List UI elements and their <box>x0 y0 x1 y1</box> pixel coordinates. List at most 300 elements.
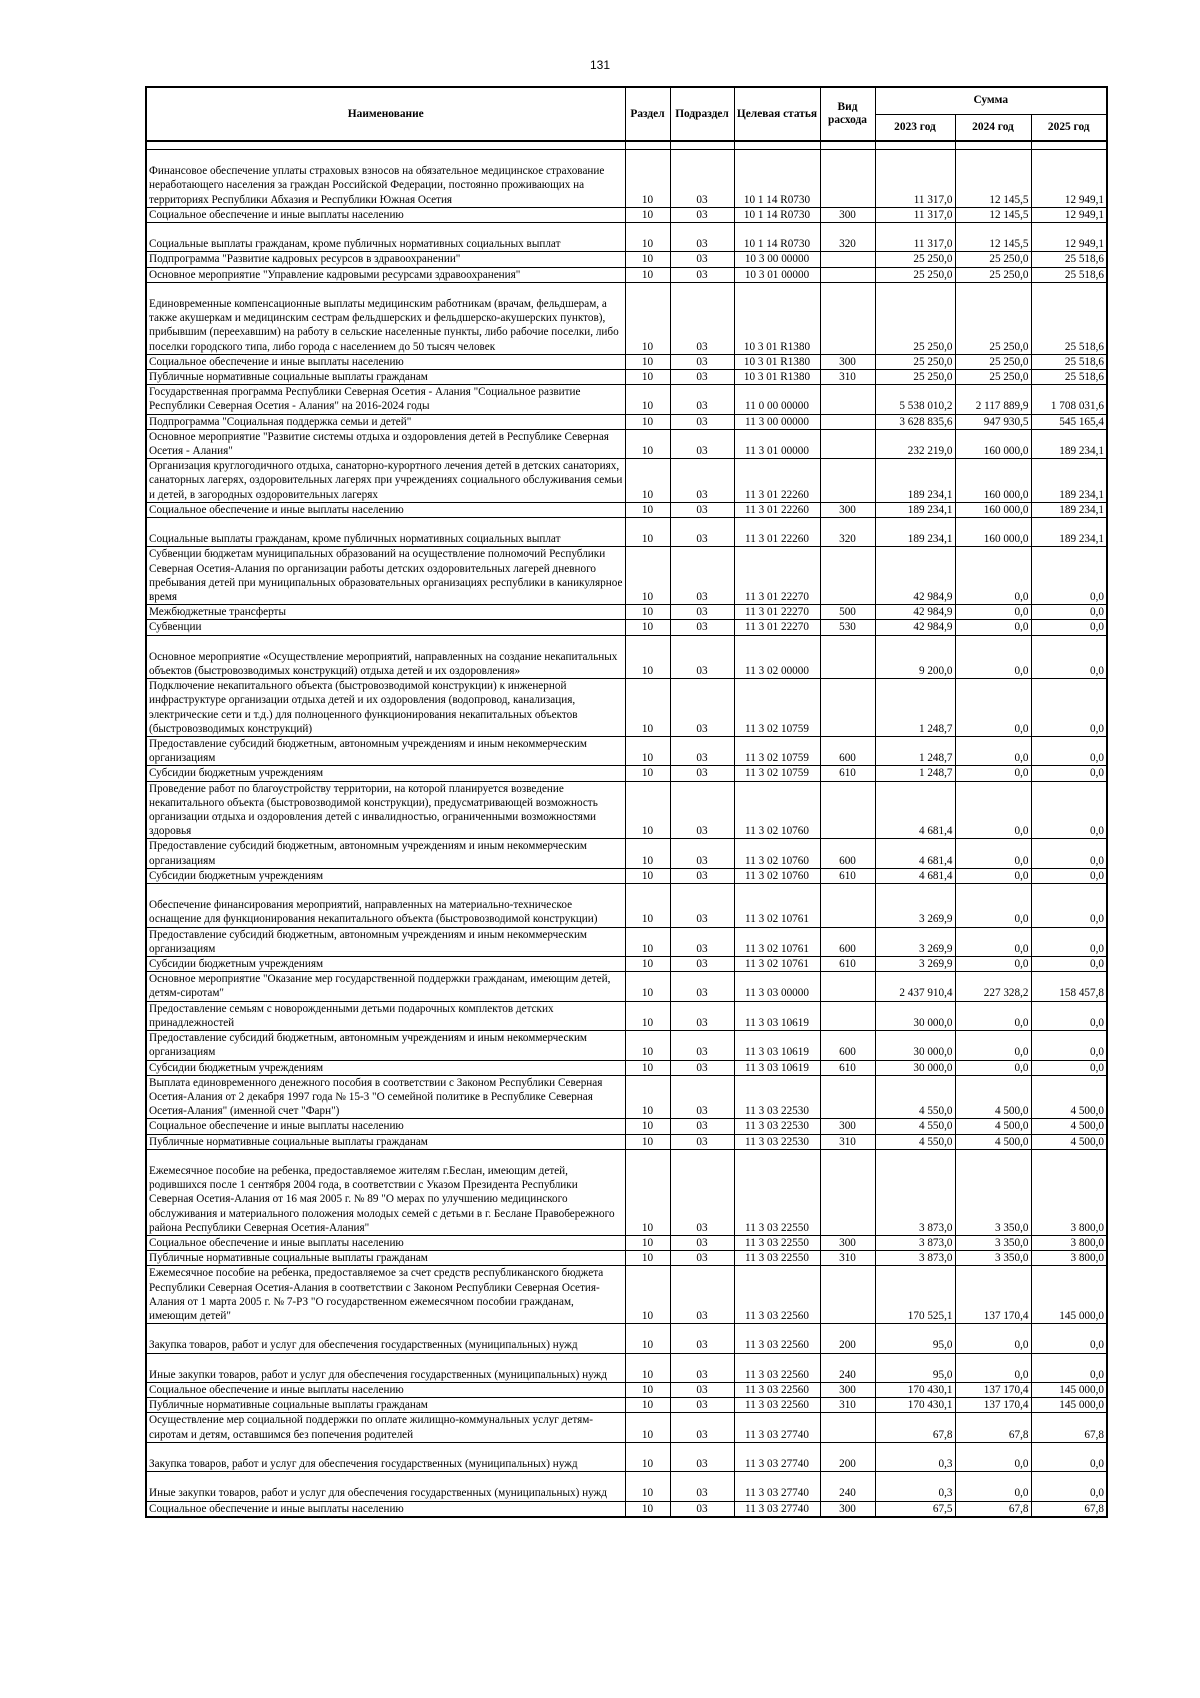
row-type <box>820 150 875 208</box>
row-2025: 25 518,6 <box>1031 252 1107 267</box>
table-row <box>146 1398 1107 1413</box>
table-row <box>146 679 1107 737</box>
table-row <box>146 267 1107 282</box>
row-2023: 42 984,9 <box>875 605 955 620</box>
row-2025: 0,0 <box>1031 1060 1107 1075</box>
row-target: 11 3 02 10759 <box>734 679 820 737</box>
row-2023: 170 430,1 <box>875 1382 955 1397</box>
row-type <box>820 385 875 414</box>
row-subsection: 03 <box>670 385 734 414</box>
row-section: 10 <box>625 620 670 635</box>
table-row <box>146 502 1107 517</box>
table-row <box>146 1324 1107 1353</box>
row-target: 11 3 02 10761 <box>734 957 820 972</box>
row-2025: 0,0 <box>1031 1324 1107 1353</box>
row-type: 200 <box>820 1324 875 1353</box>
table-row <box>146 635 1107 679</box>
row-2024: 0,0 <box>955 884 1031 928</box>
row-name: Подпрограмма "Социальная поддержка семьи и детей" <box>146 414 625 429</box>
row-2024: 0,0 <box>955 605 1031 620</box>
row-target: 11 3 02 10760 <box>734 868 820 883</box>
table-row <box>146 1119 1107 1134</box>
table-row <box>146 207 1107 222</box>
table-row <box>146 282 1107 354</box>
row-section: 10 <box>625 252 670 267</box>
row-2024: 0,0 <box>955 781 1031 839</box>
row-section: 10 <box>625 1472 670 1501</box>
row-2025: 67,8 <box>1031 1413 1107 1442</box>
row-target: 10 3 00 00000 <box>734 252 820 267</box>
row-name: Предоставление субсидий бюджетным, автономным учреждениям и иным некоммерческим организациям <box>146 1031 625 1060</box>
header-subsection: Подраздел <box>670 87 734 141</box>
row-name: Субвенции <box>146 620 625 635</box>
row-section: 10 <box>625 150 670 208</box>
row-name: Социальное обеспечение и иные выплаты населению <box>146 207 625 222</box>
row-2024: 0,0 <box>955 1472 1031 1501</box>
row-type: 300 <box>820 207 875 222</box>
table-row <box>146 1501 1107 1517</box>
header-type: Вид расхода <box>820 87 875 141</box>
row-subsection: 03 <box>670 518 734 547</box>
table-row <box>146 1075 1107 1119</box>
row-type: 600 <box>820 839 875 868</box>
row-2025: 0,0 <box>1031 605 1107 620</box>
row-section: 10 <box>625 223 670 252</box>
row-type: 500 <box>820 605 875 620</box>
row-target: 11 3 02 10761 <box>734 884 820 928</box>
row-2023: 42 984,9 <box>875 620 955 635</box>
row-section: 10 <box>625 927 670 956</box>
row-subsection: 03 <box>670 766 734 781</box>
row-section: 10 <box>625 679 670 737</box>
row-section: 10 <box>625 267 670 282</box>
table-row <box>146 518 1107 547</box>
table-row <box>146 1134 1107 1149</box>
row-2024: 160 000,0 <box>955 459 1031 503</box>
row-type: 610 <box>820 957 875 972</box>
row-2025: 25 518,6 <box>1031 354 1107 369</box>
row-target: 11 3 03 22530 <box>734 1119 820 1134</box>
table-row <box>146 547 1107 605</box>
row-2025: 25 518,6 <box>1031 282 1107 354</box>
row-subsection: 03 <box>670 605 734 620</box>
row-section: 10 <box>625 1382 670 1397</box>
row-subsection: 03 <box>670 1501 734 1517</box>
row-section: 10 <box>625 207 670 222</box>
row-2023: 67,5 <box>875 1501 955 1517</box>
row-name: Закупка товаров, работ и услуг для обеспечения государственных (муниципальных) нужд <box>146 1324 625 1353</box>
row-name: Предоставление субсидий бюджетным, автономным учреждениям и иным некоммерческим организациям <box>146 839 625 868</box>
table-row <box>146 370 1107 385</box>
row-2025: 0,0 <box>1031 635 1107 679</box>
row-2025: 0,0 <box>1031 1472 1107 1501</box>
row-type: 300 <box>820 1501 875 1517</box>
row-target: 11 3 01 22260 <box>734 502 820 517</box>
row-2023: 30 000,0 <box>875 1060 955 1075</box>
row-2023: 3 873,0 <box>875 1149 955 1235</box>
row-name: Публичные нормативные социальные выплаты гражданам <box>146 1134 625 1149</box>
row-2024: 0,0 <box>955 1353 1031 1382</box>
table-row <box>146 429 1107 458</box>
page-number: 131 <box>589 58 611 72</box>
row-section: 10 <box>625 766 670 781</box>
row-2023: 25 250,0 <box>875 282 955 354</box>
row-2025: 158 457,8 <box>1031 972 1107 1001</box>
row-section: 10 <box>625 781 670 839</box>
row-name: Подпрограмма "Развитие кадровых ресурсов в здравоохранении" <box>146 252 625 267</box>
row-subsection: 03 <box>670 1251 734 1266</box>
row-type: 300 <box>820 354 875 369</box>
row-type: 240 <box>820 1353 875 1382</box>
row-2025: 3 800,0 <box>1031 1235 1107 1250</box>
row-2024: 4 500,0 <box>955 1119 1031 1134</box>
table-row <box>146 1060 1107 1075</box>
row-section: 10 <box>625 1251 670 1266</box>
row-name: Социальное обеспечение и иные выплаты населению <box>146 1235 625 1250</box>
row-type <box>820 429 875 458</box>
header-target: Целевая статья <box>734 87 820 141</box>
row-type: 310 <box>820 1398 875 1413</box>
row-2024: 3 350,0 <box>955 1149 1031 1235</box>
row-2025: 0,0 <box>1031 547 1107 605</box>
row-subsection: 03 <box>670 370 734 385</box>
row-2023: 3 628 835,6 <box>875 414 955 429</box>
row-name: Основное мероприятие «Осуществление мероприятий, направленных на создание некапитальных объектов (быстровозводимых конструкций) отдыха детей и их оздоровления» <box>146 635 625 679</box>
row-2025: 0,0 <box>1031 1353 1107 1382</box>
row-type <box>820 547 875 605</box>
row-2025: 145 000,0 <box>1031 1398 1107 1413</box>
row-subsection: 03 <box>670 1119 734 1134</box>
row-section: 10 <box>625 605 670 620</box>
row-2025: 189 234,1 <box>1031 502 1107 517</box>
table-row <box>146 252 1107 267</box>
row-type: 310 <box>820 1251 875 1266</box>
row-name: Ежемесячное пособие на ребенка, предоставляемое жителям г.Беслан, имеющим детей, родившихся после 1 сентября 2004 года, в соответствии с Указом Президента Республики Северная Осетия-Алания от 16 мая 2005 г. № 89 "О мерах по улучшению медицинского обслуживания и материального положения молодых семей с детьми в г. Беслане Правобережного района Республики Северная Осетия-Алания" <box>146 1149 625 1235</box>
row-2023: 4 681,4 <box>875 868 955 883</box>
row-section: 10 <box>625 957 670 972</box>
row-2025: 3 800,0 <box>1031 1149 1107 1235</box>
row-2024: 227 328,2 <box>955 972 1031 1001</box>
row-type: 240 <box>820 1472 875 1501</box>
row-subsection: 03 <box>670 429 734 458</box>
row-2024: 25 250,0 <box>955 267 1031 282</box>
row-type <box>820 252 875 267</box>
header-name: Наименование <box>146 87 625 141</box>
row-section: 10 <box>625 1324 670 1353</box>
row-type: 600 <box>820 1031 875 1060</box>
row-target: 11 3 03 22560 <box>734 1398 820 1413</box>
row-section: 10 <box>625 282 670 354</box>
row-2024: 25 250,0 <box>955 252 1031 267</box>
row-2025: 4 500,0 <box>1031 1075 1107 1119</box>
row-2024: 160 000,0 <box>955 429 1031 458</box>
row-subsection: 03 <box>670 1266 734 1324</box>
row-2025: 67,8 <box>1031 1501 1107 1517</box>
row-2023: 3 873,0 <box>875 1251 955 1266</box>
row-2024: 67,8 <box>955 1501 1031 1517</box>
row-type: 610 <box>820 868 875 883</box>
row-2023: 95,0 <box>875 1324 955 1353</box>
header-sum: Сумма <box>875 87 1107 114</box>
row-2025: 0,0 <box>1031 927 1107 956</box>
row-2023: 189 234,1 <box>875 459 955 503</box>
row-type <box>820 884 875 928</box>
row-2023: 4 550,0 <box>875 1119 955 1134</box>
row-name: Субсидии бюджетным учреждениям <box>146 957 625 972</box>
row-section: 10 <box>625 737 670 766</box>
row-target: 11 3 03 00000 <box>734 972 820 1001</box>
table-row <box>146 354 1107 369</box>
row-2023: 95,0 <box>875 1353 955 1382</box>
table-row <box>146 620 1107 635</box>
table-row <box>146 972 1107 1001</box>
row-type <box>820 1266 875 1324</box>
row-2024: 160 000,0 <box>955 518 1031 547</box>
row-section: 10 <box>625 385 670 414</box>
row-subsection: 03 <box>670 150 734 208</box>
table-body <box>146 141 1107 1517</box>
row-type <box>820 459 875 503</box>
row-2023: 189 234,1 <box>875 502 955 517</box>
row-target: 10 3 01 R1380 <box>734 370 820 385</box>
row-type <box>820 781 875 839</box>
row-subsection: 03 <box>670 1382 734 1397</box>
row-name: Социальное обеспечение и иные выплаты населению <box>146 1119 625 1134</box>
row-2024: 4 500,0 <box>955 1075 1031 1119</box>
row-name: Публичные нормативные социальные выплаты гражданам <box>146 1251 625 1266</box>
row-type: 300 <box>820 502 875 517</box>
row-2023: 1 248,7 <box>875 679 955 737</box>
row-name: Социальное обеспечение и иные выплаты населению <box>146 502 625 517</box>
row-2025: 25 518,6 <box>1031 370 1107 385</box>
row-name: Обеспечение финансирования мероприятий, направленных на материально-техническое оснащение для функционирования некапитального объекта (быстровозводимой конструкции) <box>146 884 625 928</box>
row-type: 320 <box>820 223 875 252</box>
row-2024: 0,0 <box>955 679 1031 737</box>
row-subsection: 03 <box>670 207 734 222</box>
row-target: 11 3 03 22560 <box>734 1382 820 1397</box>
row-2025: 0,0 <box>1031 679 1107 737</box>
row-2024: 0,0 <box>955 547 1031 605</box>
row-2024: 3 350,0 <box>955 1235 1031 1250</box>
row-2025: 0,0 <box>1031 839 1107 868</box>
row-2025: 0,0 <box>1031 620 1107 635</box>
header-year-2023: 2023 год <box>875 114 955 141</box>
row-name: Закупка товаров, работ и услуг для обеспечения государственных (муниципальных) нужд <box>146 1442 625 1471</box>
row-subsection: 03 <box>670 781 734 839</box>
row-2023: 30 000,0 <box>875 1031 955 1060</box>
row-section: 10 <box>625 1501 670 1517</box>
row-target: 11 3 01 00000 <box>734 429 820 458</box>
row-2023: 3 269,9 <box>875 884 955 928</box>
row-name: Субсидии бюджетным учреждениям <box>146 868 625 883</box>
row-2024: 12 145,5 <box>955 223 1031 252</box>
row-type <box>820 679 875 737</box>
row-subsection: 03 <box>670 737 734 766</box>
row-2025: 0,0 <box>1031 1001 1107 1030</box>
row-2023: 4 550,0 <box>875 1075 955 1119</box>
row-2023: 1 248,7 <box>875 737 955 766</box>
table-row <box>146 223 1107 252</box>
row-name: Подключение некапитального объекта (быстровозводимой конструкции) к инженерной инфраструктуре организации отдыха детей и их оздоровления (водопровод, канализация, электрические сети и т.д.) для полноценного функционирования некапитальных объектов (быстровозводимых конструкций) <box>146 679 625 737</box>
table-row <box>146 1353 1107 1382</box>
row-2023: 67,8 <box>875 1413 955 1442</box>
row-subsection: 03 <box>670 1324 734 1353</box>
row-target: 11 3 03 27740 <box>734 1442 820 1471</box>
row-2025: 3 800,0 <box>1031 1251 1107 1266</box>
header-year-2025: 2025 год <box>1031 114 1107 141</box>
row-type <box>820 1001 875 1030</box>
row-2024: 12 145,5 <box>955 150 1031 208</box>
row-2023: 5 538 010,2 <box>875 385 955 414</box>
row-subsection: 03 <box>670 1060 734 1075</box>
row-name: Публичные нормативные социальные выплаты гражданам <box>146 1398 625 1413</box>
row-target: 11 3 03 10619 <box>734 1060 820 1075</box>
row-2024: 0,0 <box>955 927 1031 956</box>
row-section: 10 <box>625 884 670 928</box>
row-2023: 0,3 <box>875 1472 955 1501</box>
row-section: 10 <box>625 1235 670 1250</box>
row-2025: 4 500,0 <box>1031 1134 1107 1149</box>
budget-table <box>145 86 1108 1518</box>
row-2024: 0,0 <box>955 1324 1031 1353</box>
row-2024: 0,0 <box>955 766 1031 781</box>
row-2024: 0,0 <box>955 839 1031 868</box>
row-name: Иные закупки товаров, работ и услуг для обеспечения государственных (муниципальных) нужд <box>146 1472 625 1501</box>
row-target: 11 3 01 22260 <box>734 518 820 547</box>
row-subsection: 03 <box>670 1001 734 1030</box>
row-subsection: 03 <box>670 282 734 354</box>
row-section: 10 <box>625 1442 670 1471</box>
row-type <box>820 1413 875 1442</box>
row-2023: 42 984,9 <box>875 547 955 605</box>
row-name: Социальные выплаты гражданам, кроме публичных нормативных социальных выплат <box>146 518 625 547</box>
row-name: Социальное обеспечение и иные выплаты населению <box>146 1382 625 1397</box>
table-row <box>146 781 1107 839</box>
row-section: 10 <box>625 1060 670 1075</box>
row-name: Ежемесячное пособие на ребенка, предоставляемое за счет средств республиканского бюджета Республики Северная Осетия-Алания в соответствии с Законом Республики Северная Осетия-Алания от 1 марта 2005 г. № 7-РЗ "О государственном ежемесячном пособии гражданам, имеющим детей" <box>146 1266 625 1324</box>
row-section: 10 <box>625 354 670 369</box>
row-target: 11 3 02 00000 <box>734 635 820 679</box>
row-subsection: 03 <box>670 1398 734 1413</box>
row-subsection: 03 <box>670 635 734 679</box>
row-2023: 25 250,0 <box>875 370 955 385</box>
row-2025: 0,0 <box>1031 781 1107 839</box>
row-target: 11 3 02 10759 <box>734 766 820 781</box>
row-2023: 11 317,0 <box>875 207 955 222</box>
row-subsection: 03 <box>670 1134 734 1149</box>
row-subsection: 03 <box>670 1472 734 1501</box>
row-2023: 4 681,4 <box>875 781 955 839</box>
row-name: Предоставление семьям с новорожденными детьми подарочных комплектов детских принадлежностей <box>146 1001 625 1030</box>
row-type: 300 <box>820 1119 875 1134</box>
row-target: 10 1 14 R0730 <box>734 223 820 252</box>
row-name: Осуществление мер социальной поддержки по оплате жилищно-коммунальных услуг детям-сиротам и детям, оставшимся без попечения родителей <box>146 1413 625 1442</box>
row-target: 10 3 01 00000 <box>734 267 820 282</box>
row-target: 10 1 14 R0730 <box>734 150 820 208</box>
table-row <box>146 766 1107 781</box>
row-target: 11 3 03 10619 <box>734 1001 820 1030</box>
row-target: 11 3 03 22560 <box>734 1353 820 1382</box>
row-2025: 545 165,4 <box>1031 414 1107 429</box>
row-2024: 0,0 <box>955 1442 1031 1471</box>
table-row <box>146 1413 1107 1442</box>
row-2025: 0,0 <box>1031 1031 1107 1060</box>
row-2025: 145 000,0 <box>1031 1382 1107 1397</box>
row-type: 300 <box>820 1235 875 1250</box>
row-type <box>820 414 875 429</box>
row-section: 10 <box>625 459 670 503</box>
row-name: Социальное обеспечение и иные выплаты населению <box>146 1501 625 1517</box>
table-row <box>146 1266 1107 1324</box>
table-row <box>146 385 1107 414</box>
row-type: 600 <box>820 927 875 956</box>
row-2023: 189 234,1 <box>875 518 955 547</box>
row-subsection: 03 <box>670 957 734 972</box>
table-row <box>146 459 1107 503</box>
row-target: 11 3 01 22270 <box>734 547 820 605</box>
row-section: 10 <box>625 429 670 458</box>
row-2023: 232 219,0 <box>875 429 955 458</box>
row-section: 10 <box>625 1413 670 1442</box>
row-subsection: 03 <box>670 1031 734 1060</box>
row-2024: 25 250,0 <box>955 370 1031 385</box>
row-subsection: 03 <box>670 459 734 503</box>
row-subsection: 03 <box>670 354 734 369</box>
row-subsection: 03 <box>670 927 734 956</box>
table-row <box>146 605 1107 620</box>
row-section: 10 <box>625 502 670 517</box>
table-row <box>146 1031 1107 1060</box>
row-type <box>820 267 875 282</box>
row-section: 10 <box>625 1266 670 1324</box>
row-subsection: 03 <box>670 972 734 1001</box>
table-row <box>146 737 1107 766</box>
row-section: 10 <box>625 414 670 429</box>
row-type: 300 <box>820 1382 875 1397</box>
row-name: Субсидии бюджетным учреждениям <box>146 766 625 781</box>
row-type: 320 <box>820 518 875 547</box>
row-subsection: 03 <box>670 252 734 267</box>
row-target: 11 3 03 22530 <box>734 1134 820 1149</box>
row-subsection: 03 <box>670 223 734 252</box>
table-row <box>146 1382 1107 1397</box>
row-type: 200 <box>820 1442 875 1471</box>
row-name: Межбюджетные трансферты <box>146 605 625 620</box>
row-2023: 4 681,4 <box>875 839 955 868</box>
row-2023: 4 550,0 <box>875 1134 955 1149</box>
row-target: 11 3 03 22560 <box>734 1324 820 1353</box>
row-2023: 11 317,0 <box>875 223 955 252</box>
row-2025: 0,0 <box>1031 737 1107 766</box>
row-target: 10 3 01 R1380 <box>734 354 820 369</box>
row-name: Субсидии бюджетным учреждениям <box>146 1060 625 1075</box>
row-2024: 0,0 <box>955 868 1031 883</box>
row-subsection: 03 <box>670 547 734 605</box>
row-2024: 67,8 <box>955 1413 1031 1442</box>
row-2024: 0,0 <box>955 957 1031 972</box>
row-target: 11 3 03 22530 <box>734 1075 820 1119</box>
row-target: 10 1 14 R0730 <box>734 207 820 222</box>
row-type <box>820 282 875 354</box>
row-name: Основное мероприятие "Управление кадровыми ресурсами здравоохранения" <box>146 267 625 282</box>
row-section: 10 <box>625 547 670 605</box>
table-row <box>146 884 1107 928</box>
table-header <box>146 87 1107 141</box>
row-name: Социальные выплаты гражданам, кроме публичных нормативных социальных выплат <box>146 223 625 252</box>
row-2023: 3 269,9 <box>875 927 955 956</box>
row-subsection: 03 <box>670 414 734 429</box>
row-target: 10 3 01 R1380 <box>734 282 820 354</box>
